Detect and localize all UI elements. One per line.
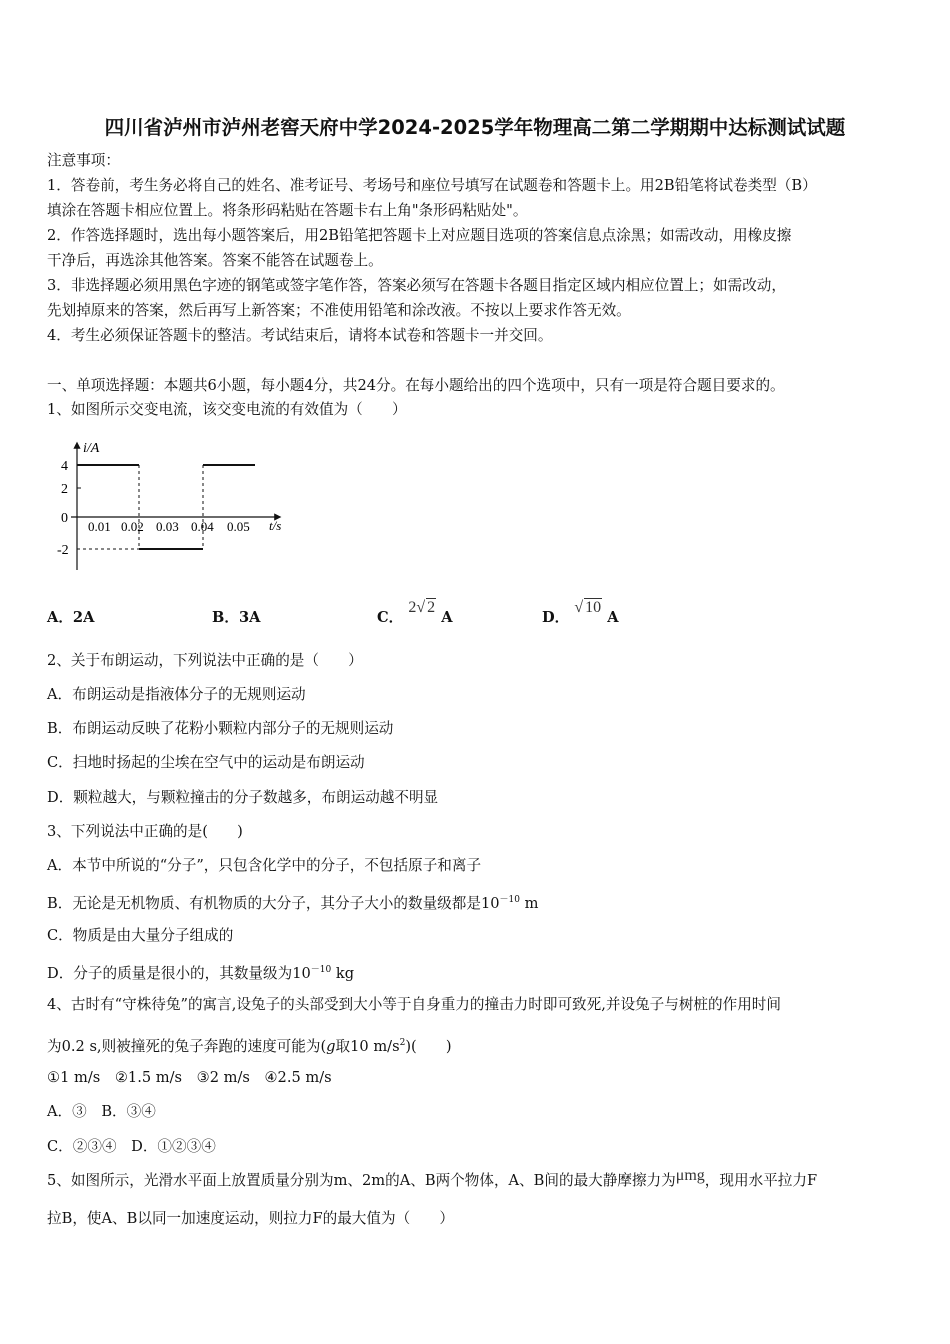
y-axis-label: i/A xyxy=(83,441,100,456)
option-unit: A xyxy=(607,609,619,626)
notice-line: 填涂在答题卡相应位置上。将条形码粘贴在答题卡右上角"条形码粘贴处"。 xyxy=(47,202,528,219)
y-tick-label: 2 xyxy=(61,482,68,497)
q4-options-cd[interactable]: C．②③④ D．①②③④ xyxy=(47,1138,216,1155)
option-label: B． xyxy=(212,609,239,626)
q4-options-ab[interactable]: A．③ B．③④ xyxy=(47,1103,156,1120)
notice-line: 先划掉原来的答案，然后再写上新答案；不准使用铅笔和涂改液。不按以上要求作答无效。 xyxy=(47,302,631,319)
q2-option-a[interactable]: A．布朗运动是指液体分子的无规则运动 xyxy=(47,686,306,703)
x-tick-label: 0.02 xyxy=(121,519,144,534)
y-tick-label: 4 xyxy=(61,459,68,474)
option-unit: A xyxy=(441,609,453,626)
option-label: C． xyxy=(377,609,404,626)
notice-line: 干净后，再选涂其他答案。答案不能答在试题卷上。 xyxy=(47,252,383,269)
option-label: A． xyxy=(47,609,73,626)
q3-option-d[interactable]: D．分子的质量是很小的，其数量级为$10^{-10}$ kg xyxy=(47,965,355,982)
question-5-stem: 5、如图所示，光滑水平面上放置质量分别为m、2m的A、B两个物体，A、B间的最大静摩擦力为μmg，现用水平拉力F xyxy=(47,1167,818,1189)
q1-option-d[interactable] xyxy=(542,596,619,626)
notice-heading: 注意事项： xyxy=(47,152,120,169)
q3-option-b[interactable]: B．无论是无机物质、有机物质的大分子，其分子大小的数量级都是$10^{-10}$ m xyxy=(47,895,539,912)
q5-math-umg: μmg xyxy=(675,1167,705,1184)
x-tick-label: 0.01 xyxy=(88,519,111,534)
q1-option-a[interactable] xyxy=(47,606,94,627)
exam-title: 四川省泸州市泸州老窖天府中学2024-2025学年物理高二第二学期期中达标测试试题 xyxy=(104,116,846,139)
q2-option-d[interactable]: D．颗粒越大，与颗粒撞击的分子数越多，布朗运动越不明显 xyxy=(47,789,439,806)
x-tick-label: 0.03 xyxy=(156,519,179,534)
section-heading: 一、单项选择题：本题共6小题，每小题4分，共24分。在每小题给出的四个选项中，只有一项是符合题目要求的。 xyxy=(47,377,785,394)
question-4-stem-cont: 为0.2 s,则被撞死的兔子奔跑的速度可能为(g取10 $m/s^2$)( ) xyxy=(47,1038,452,1055)
question-1-stem: 1、如图所示交变电流，该交变电流的有效值为（ ） xyxy=(47,401,407,418)
q3-option-a[interactable]: A．本节中所说的“分子”，只包含化学中的分子，不包括原子和离子 xyxy=(47,857,482,874)
option-value: 3A xyxy=(238,609,261,626)
q2-option-b[interactable]: B．布朗运动反映了花粉小颗粒内部分子的无规则运动 xyxy=(47,720,394,737)
question-3-stem: 3、下列说法中正确的是( ) xyxy=(47,823,243,840)
option-value: 2A xyxy=(72,609,95,626)
q1-option-b[interactable] xyxy=(212,606,260,627)
q3-option-c[interactable]: C．物质是由大量分子组成的 xyxy=(47,927,234,944)
x-tick-label: 0.04 xyxy=(191,519,214,534)
x-axis-label: t/s xyxy=(269,518,282,533)
x-tick-label: 0.05 xyxy=(227,519,250,534)
notice-line: 4．考生必须保证答题卡的整洁。考试结束后，请将本试卷和答题卡一并交回。 xyxy=(47,327,553,344)
option-label: D． xyxy=(542,609,570,626)
q1-current-graph xyxy=(55,432,305,582)
option-math: 2√ 2 xyxy=(408,599,436,616)
y-tick-label: -2 xyxy=(57,543,69,558)
q2-option-c[interactable]: C．扫地时扬起的尘埃在空气中的运动是布朗运动 xyxy=(47,754,365,771)
q4-choices: ①1 m/s ②1.5 m/s ③2 m/s ④2.5 m/s xyxy=(47,1069,332,1086)
notice-line: 3．非选择题必须用黑色字迹的钢笔或签字笔作答，答案必须写在答题卡各题目指定区域内相应位置上；如需改动， xyxy=(47,277,786,294)
notice-line: 1．答卷前，考生务必将自己的姓名、准考证号、考场号和座位号填写在试题卷和答题卡上。用2B铅笔将试卷类型（B） xyxy=(47,177,817,194)
question-4-stem: 4、古时有“守株待兔”的寓言,设兔子的头部受到大小等于自身重力的撞击力时即可致死,并设兔子与树桩的作用时间 xyxy=(47,996,781,1013)
question-2-stem: 2、关于布朗运动，下列说法中正确的是（ ） xyxy=(47,652,363,669)
q1-option-c[interactable] xyxy=(377,596,453,626)
option-math: √ 10 xyxy=(574,599,602,616)
question-5-stem-cont: 拉B，使A、B以同一加速度运动，则拉力F的最大值为（ ） xyxy=(47,1210,454,1227)
notice-line: 2．作答选择题时，选出每小题答案后，用2B铅笔把答题卡上对应题目选项的答案信息点涂黑；如需改动，用橡皮擦 xyxy=(47,227,792,244)
y-tick-label: 0 xyxy=(61,511,68,526)
